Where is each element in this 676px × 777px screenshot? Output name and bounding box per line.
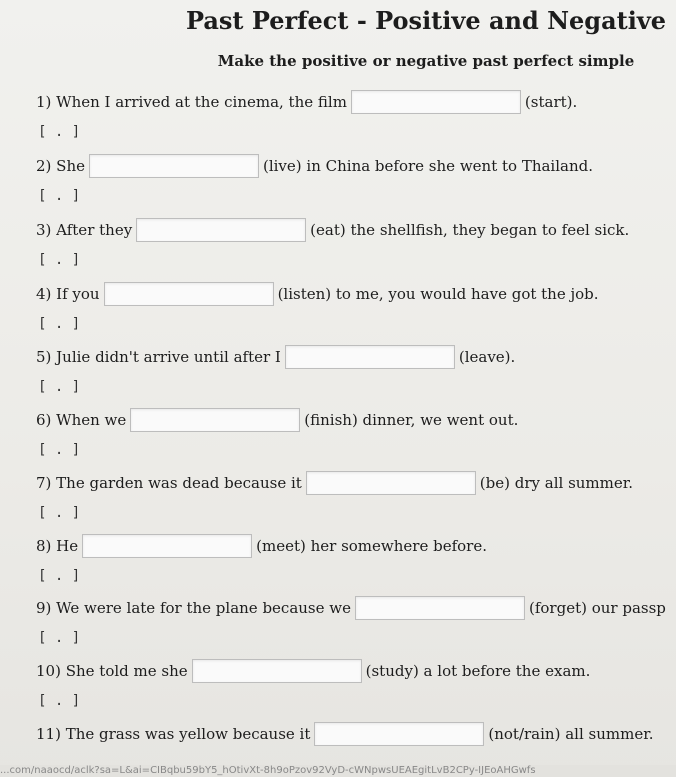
question-text-after: (leave). <box>458 348 516 366</box>
status-url-bar: ...com/naaocd/aclk?sa=L&ai=CIBqbu59bY5_hOtivXt-8h9oPzov92VyD-cWNpwsUEAEgitLvB2CPy-IJEoAHGwfs <box>0 765 676 777</box>
question-5 <box>36 343 676 371</box>
question-text-before: 11) The grass was yellow because it <box>36 725 311 743</box>
hint-link-4[interactable]: [ . ] <box>38 316 81 332</box>
question-text-after: (study) a lot before the exam. <box>365 662 591 680</box>
question-1 <box>36 88 676 116</box>
answer-input-11[interactable] <box>314 722 484 746</box>
hint-link-2[interactable]: [ . ] <box>38 188 81 204</box>
hint-link-7[interactable]: [ . ] <box>38 505 81 521</box>
question-text-after: (finish) dinner, we went out. <box>304 411 519 429</box>
answer-input-9[interactable] <box>355 596 525 620</box>
question-text-before: 5) Julie didn't arrive until after I <box>36 348 281 366</box>
question-text-after: (start). <box>524 93 578 111</box>
question-text-after: (eat) the shellfish, they began to feel sick. <box>310 221 630 239</box>
question-text-after: (be) dry all summer. <box>479 474 634 492</box>
page-subtitle: Make the positive or negative past perfect simple <box>217 52 635 70</box>
question-2 <box>36 152 676 180</box>
question-text-after: (forget) our passp <box>529 599 666 617</box>
question-text-after: (not/rain) all summer. <box>488 725 654 743</box>
hint-link-3[interactable]: [ . ] <box>38 252 81 268</box>
question-text-before: 8) He <box>36 537 79 555</box>
question-11 <box>36 720 676 748</box>
hint-link-6[interactable]: [ . ] <box>38 442 81 458</box>
hint-link-5[interactable]: [ . ] <box>38 379 81 395</box>
hint-link-10[interactable]: [ . ] <box>38 693 81 709</box>
hint-link-1[interactable]: [ . ] <box>38 124 81 140</box>
question-text-before: 10) She told me she <box>36 662 188 680</box>
hint-link-9[interactable]: [ . ] <box>38 630 81 646</box>
answer-input-8[interactable] <box>82 534 252 558</box>
question-6 <box>36 406 676 434</box>
question-text-after: (meet) her somewhere before. <box>256 537 487 555</box>
answer-input-3[interactable] <box>136 218 306 242</box>
question-text-before: 6) When we <box>36 411 127 429</box>
question-3 <box>36 216 676 244</box>
question-text-before: 7) The garden was dead because it <box>36 474 302 492</box>
answer-input-10[interactable] <box>192 659 362 683</box>
question-8 <box>36 532 676 560</box>
question-text-after: (live) in China before she went to Thailand. <box>262 157 593 175</box>
question-7 <box>36 469 676 497</box>
hint-link-8[interactable]: [ . ] <box>38 568 81 584</box>
answer-input-5[interactable] <box>285 345 455 369</box>
answer-input-6[interactable] <box>130 408 300 432</box>
question-text-before: 9) We were late for the plane because we <box>36 599 351 617</box>
answer-input-2[interactable] <box>89 154 259 178</box>
answer-input-7[interactable] <box>306 471 476 495</box>
question-10 <box>36 657 676 685</box>
question-text-before: 1) When I arrived at the cinema, the film <box>36 93 347 111</box>
question-4 <box>36 280 676 308</box>
question-text-before: 2) She <box>36 157 85 175</box>
answer-input-4[interactable] <box>104 282 274 306</box>
question-text-after: (listen) to me, you would have got the job. <box>277 285 599 303</box>
page-title: Past Perfect - Positive and Negative <box>185 6 667 35</box>
question-9 <box>36 594 676 622</box>
question-text-before: 3) After they <box>36 221 133 239</box>
answer-input-1[interactable] <box>351 90 521 114</box>
question-text-before: 4) If you <box>36 285 100 303</box>
